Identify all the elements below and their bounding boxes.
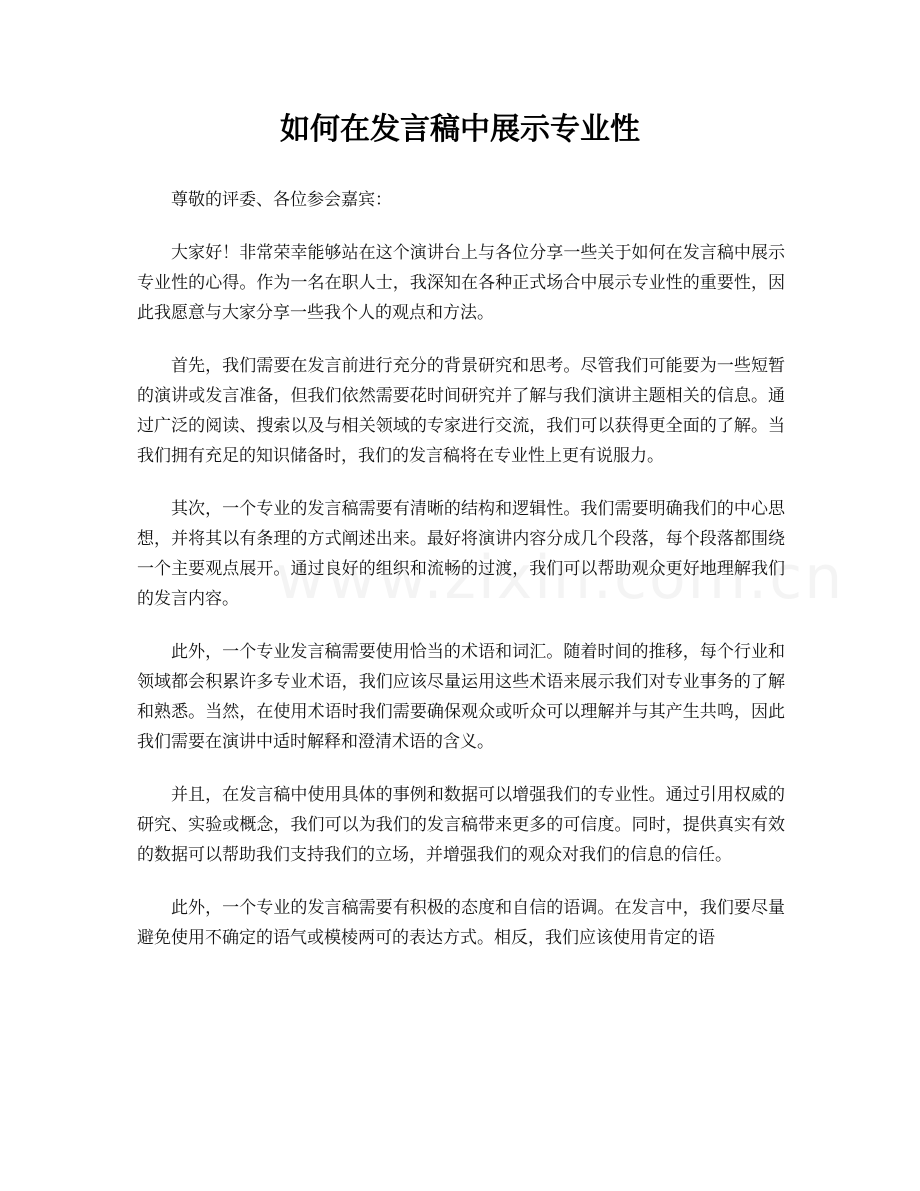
paragraph-1: 大家好！非常荣幸能够站在这个演讲台上与各位分享一些关于如何在发言稿中展示专业性的心得。作为一名在职人士，我深知在各种正式场合中展示专业性的重要性，因此我愿意与大家分享一些我个人的观点和方法。 — [137, 243, 785, 323]
paragraph-4: 此外，一个专业发言稿需要使用恰当的术语和词汇。随着时间的推移，每个行业和领域都会积累许多专业术语，我们应该尽量运用这些术语来展示我们对专业事务的了解和熟悉。当然，在使用术语时我们需要确保观众或听众可以理解并与其产生共鸣，因此我们需要在演讲中适时解释和澄清术语的含义。 — [137, 642, 785, 752]
paragraph-3: 其次，一个专业的发言稿需要有清晰的结构和逻辑性。我们需要明确我们的中心思想，并将其以有条理的方式阐述出来。最好将演讲内容分成几个段落，每个段落都围绕一个主要观点展开。通过良好的组织和流畅的过渡，我们可以帮助观众更好地理解我们的发言内容。 — [137, 499, 785, 609]
document-title: 如何在发言稿中展示专业性 — [280, 112, 640, 147]
paragraph-5: 并且，在发言稿中使用具体的事例和数据可以增强我们的专业性。通过引用权威的研究、实验或概念，我们可以为我们的发言稿带来更多的可信度。同时，提供真实有效的数据可以帮助我们支持我们的立场，并增强我们的观众对我们的信息的信任。 — [137, 785, 785, 865]
document-body — [137, 185, 785, 976]
salutation: 尊敬的评委、各位参会嘉宾： — [171, 190, 392, 210]
paragraph-2: 首先，我们需要在发言前进行充分的背景研究和思考。尽管我们可能要为一些短暂的演讲或发言准备，但我们依然需要花时间研究并了解与我们演讲主题相关的信息。通过广泛的阅读、搜索以及与相关领域的专家进行交流，我们可以获得更全面的了解。当我们拥有充足的知识储备时，我们的发言稿将在专业性上更有说服力。 — [137, 356, 785, 466]
paragraph-6: 此外，一个专业的发言稿需要有积极的态度和自信的语调。在发言中，我们要尽量避免使用不确定的语气或模棱两可的表达方式。相反，我们应该使用肯定的语 — [137, 898, 785, 948]
